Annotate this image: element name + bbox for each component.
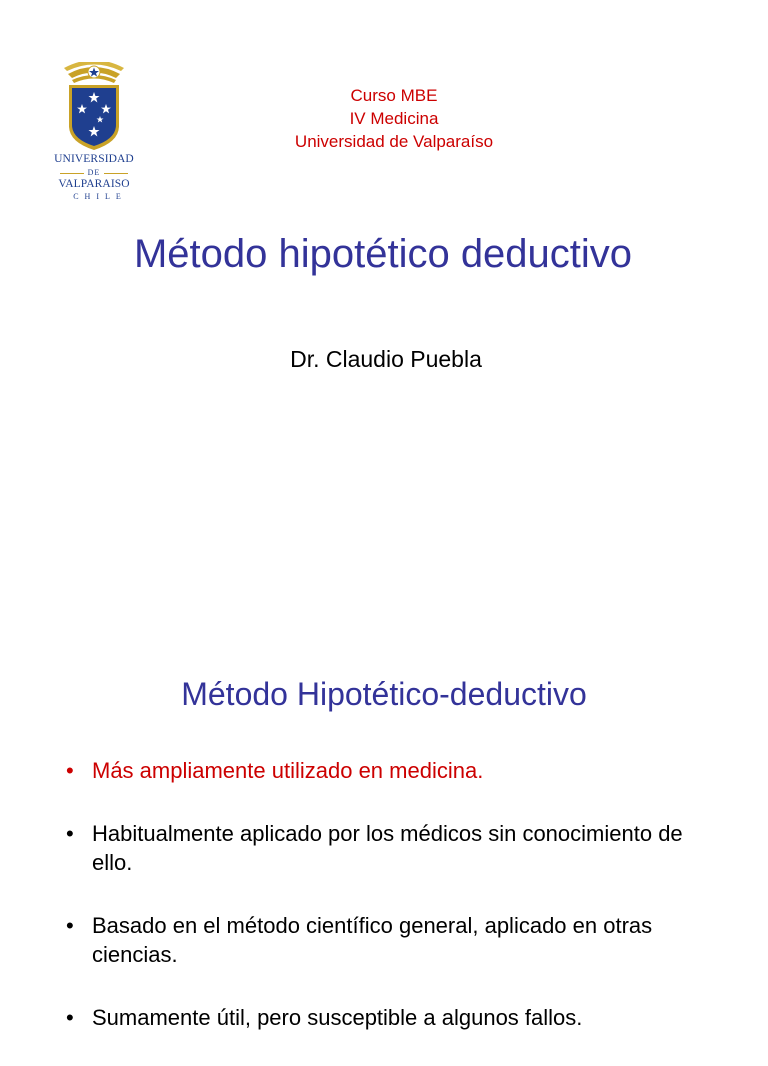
logo-text-valparaiso: VALPARAISO xyxy=(58,178,130,190)
logo-text-chile: CHILE xyxy=(73,192,127,201)
bullet-text: Habitualmente aplicado por los médicos sin conocimiento de ello. xyxy=(92,821,683,875)
slide-2-title: Método Hipotético-deductivo xyxy=(181,676,587,712)
course-university: Universidad de Valparaíso xyxy=(294,132,494,151)
bullet-text: Basado en el método científico general, aplicado en otras ciencias. xyxy=(92,913,653,967)
bullet-item xyxy=(66,911,706,969)
bullet-item xyxy=(66,756,706,785)
logo-text-universidad: UNIVERSIDAD xyxy=(54,153,134,165)
slide-1-title: Método hipotético deductivo xyxy=(133,232,633,276)
bullet-marker: • xyxy=(66,913,74,938)
bullet-list xyxy=(66,756,706,1066)
bullet-marker: • xyxy=(66,758,74,783)
course-level: IV Medicina xyxy=(349,109,439,128)
bullet-text: Sumamente útil, pero susceptible a algunos fallos. xyxy=(92,1005,583,1030)
slide-content xyxy=(0,640,768,1030)
bullet-marker: • xyxy=(66,1005,74,1030)
bullet-item xyxy=(66,1003,706,1032)
bullet-item xyxy=(66,819,706,877)
bullet-text: Más ampliamente utilizado en medicina. xyxy=(92,758,484,783)
course-name: Curso MBE xyxy=(350,86,438,105)
logo-text-de: DE xyxy=(48,168,140,177)
author-name: Dr. Claudio Puebla xyxy=(290,346,482,372)
bullet-marker: • xyxy=(66,821,74,846)
